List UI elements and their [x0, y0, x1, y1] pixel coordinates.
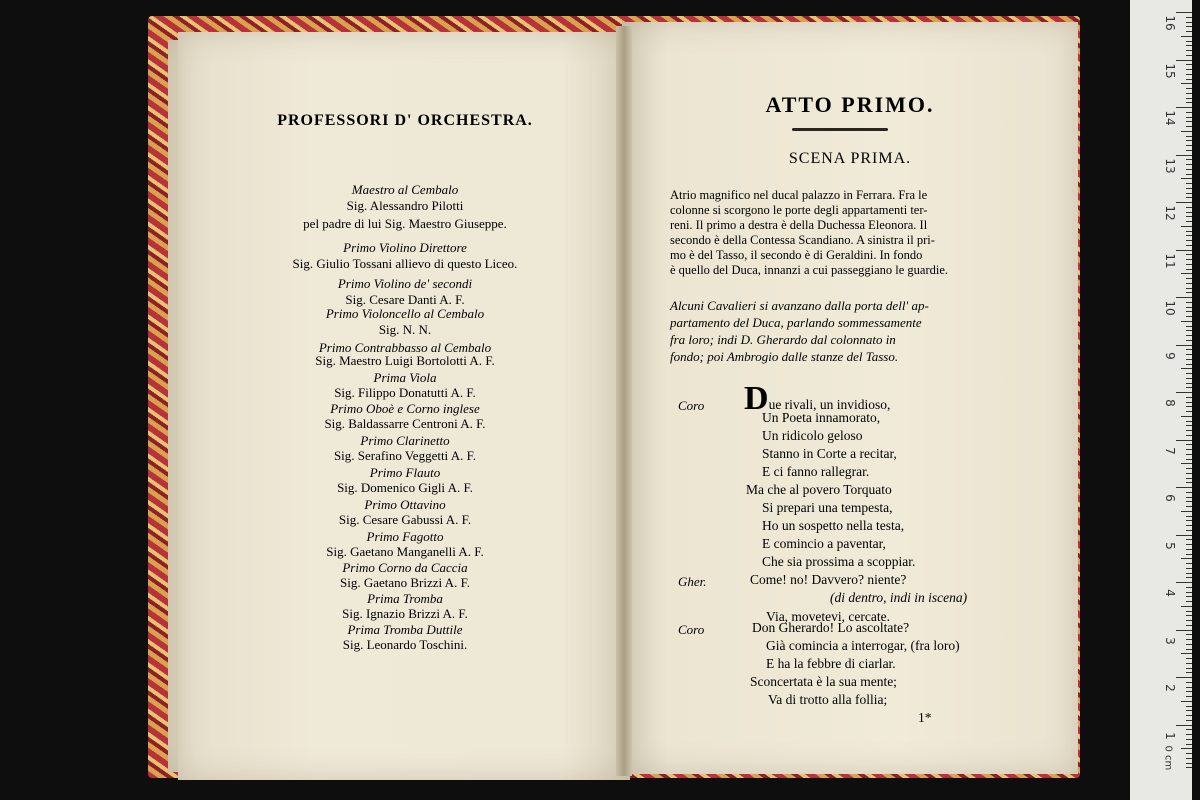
- ruler-minor-tick: [1186, 715, 1192, 716]
- role-label: Primo Flauto: [369, 465, 441, 480]
- ruler-minor-tick: [1186, 383, 1192, 384]
- ruler-tick: [1176, 677, 1192, 678]
- verse-text: ue rivali, un invidioso,: [768, 397, 891, 412]
- ruler-minor-tick: [1186, 22, 1192, 23]
- ruler-minor-tick: [1186, 269, 1192, 270]
- ruler-minor-tick: [1186, 710, 1192, 711]
- ruler-minor-tick: [1186, 525, 1192, 526]
- ruler-tick: [1176, 582, 1192, 583]
- ruler-minor-tick: [1181, 368, 1192, 369]
- speaker-label: Coro: [678, 622, 705, 637]
- verse-line: Un Poeta innamorato,: [762, 410, 881, 425]
- ruler-number: 15: [1163, 62, 1177, 79]
- ruler-minor-tick: [1186, 26, 1192, 27]
- ruler-minor-tick: [1186, 468, 1192, 469]
- ruler-minor-tick: [1186, 140, 1192, 141]
- ruler-minor-tick: [1186, 364, 1192, 365]
- stage-direction-line: fondo; poi Ambrogio dalle stanze del Tasso.: [670, 349, 899, 364]
- ruler-minor-tick: [1186, 530, 1192, 531]
- ruler-minor-tick: [1181, 131, 1192, 132]
- stage-direction-line: fra loro; indi D. Gherardo dal colonnato in: [670, 332, 896, 347]
- ruler-number: 1: [1163, 731, 1177, 740]
- ruler-minor-tick: [1186, 121, 1192, 122]
- ruler-minor-tick: [1186, 421, 1192, 422]
- member-name: Sig. Cesare Gabussi A. F.: [338, 512, 472, 527]
- ruler-minor-tick: [1186, 159, 1192, 160]
- page-signature: 1*: [918, 710, 932, 725]
- ruler-minor-tick: [1186, 150, 1192, 151]
- role-label: Prima Tromba: [367, 591, 443, 606]
- ruler-minor-tick: [1186, 411, 1192, 412]
- verse-line: E ci fanno rallegrar.: [762, 464, 870, 479]
- ruler-minor-tick: [1186, 88, 1192, 89]
- ruler-minor-tick: [1186, 672, 1192, 673]
- ruler-minor-tick: [1186, 482, 1192, 483]
- ruler-minor-tick: [1186, 706, 1192, 707]
- ruler-minor-tick: [1186, 302, 1192, 303]
- ruler-minor-tick: [1186, 596, 1192, 597]
- ruler-minor-tick: [1186, 174, 1192, 175]
- ruler-minor-tick: [1186, 188, 1192, 189]
- role-label: Primo Ottavino: [364, 497, 446, 512]
- verse-line: Via, movetevi, cercate.: [766, 609, 890, 624]
- ruler-minor-tick: [1186, 478, 1192, 479]
- stage-aside: (di dentro, indi in iscena): [830, 590, 968, 605]
- speaker-label: Coro: [678, 398, 705, 413]
- member-name: Sig. Domenico Gigli A. F.: [337, 480, 473, 495]
- ruler-minor-tick: [1181, 416, 1192, 417]
- ruler-minor-tick: [1186, 169, 1192, 170]
- ruler-minor-tick: [1186, 687, 1192, 688]
- ruler-minor-tick: [1186, 691, 1192, 692]
- verse-line: E comincio a paventar,: [762, 536, 886, 551]
- ruler-minor-tick: [1186, 197, 1192, 198]
- measuring-ruler: [1130, 0, 1192, 800]
- member-name: Sig. Giulio Tossani allievo di questo Liceo.: [292, 256, 518, 271]
- ruler-minor-tick: [1186, 459, 1192, 460]
- ruler-tick: [1176, 297, 1192, 298]
- ruler-tick: [1176, 535, 1192, 536]
- ruler-tick: [1176, 487, 1192, 488]
- ruler-minor-tick: [1186, 625, 1192, 626]
- ruler-minor-tick: [1186, 112, 1192, 113]
- ruler-minor-tick: [1181, 558, 1192, 559]
- ruler-number: 7: [1163, 446, 1177, 455]
- member-name: Sig. Leonardo Toschini.: [342, 637, 468, 652]
- ruler-number: 6: [1163, 494, 1177, 502]
- verse-line: Ho un sospetto nella testa,: [762, 518, 905, 533]
- scene-description-line: Atrio magnifico nel ducal palazzo in Ferrara. Fra le: [670, 188, 928, 202]
- ruler-minor-tick: [1181, 463, 1192, 464]
- ruler-minor-tick: [1186, 592, 1192, 593]
- ruler-tick: [1176, 725, 1192, 726]
- ornamental-rule: [792, 128, 888, 131]
- member-name: Sig. Baldassarre Centroni A. F.: [324, 416, 486, 431]
- ruler-minor-tick: [1181, 178, 1192, 179]
- ruler-minor-tick: [1186, 283, 1192, 284]
- ruler-number: 12: [1163, 205, 1177, 221]
- ruler-minor-tick: [1186, 497, 1192, 498]
- ruler-minor-tick: [1186, 587, 1192, 588]
- ruler-minor-tick: [1186, 668, 1192, 669]
- ruler-minor-tick: [1186, 45, 1192, 46]
- verse-line: Come! no! Davvero? niente?: [750, 572, 907, 587]
- ruler-minor-tick: [1186, 235, 1192, 236]
- ruler-unit: 0 cm: [1162, 745, 1174, 771]
- role-label: Primo Fagotto: [366, 529, 444, 544]
- ruler-minor-tick: [1181, 748, 1192, 749]
- ruler-minor-tick: [1186, 739, 1192, 740]
- ruler-minor-tick: [1186, 164, 1192, 165]
- role-label: Primo Corno da Caccia: [342, 560, 468, 575]
- ruler-minor-tick: [1186, 729, 1192, 730]
- ruler-minor-tick: [1186, 563, 1192, 564]
- ruler-minor-tick: [1186, 492, 1192, 493]
- ruler-minor-tick: [1186, 763, 1192, 764]
- ruler-minor-tick: [1186, 41, 1192, 42]
- ruler-tick: [1176, 12, 1192, 13]
- ruler-minor-tick: [1186, 435, 1192, 436]
- role-label: Primo Contrabbasso al Cembalo: [318, 340, 492, 355]
- ruler-minor-tick: [1186, 326, 1192, 327]
- ruler-minor-tick: [1186, 278, 1192, 279]
- ruler-tick: [1176, 60, 1192, 61]
- ruler-minor-tick: [1186, 601, 1192, 602]
- ruler-minor-tick: [1186, 259, 1192, 260]
- ruler-number: 10: [1163, 300, 1177, 316]
- ruler-minor-tick: [1186, 449, 1192, 450]
- ruler-minor-tick: [1186, 444, 1192, 445]
- drop-cap: D: [744, 380, 769, 417]
- ruler-minor-tick: [1186, 425, 1192, 426]
- ruler-number: 4: [1163, 589, 1177, 597]
- ruler-minor-tick: [1186, 231, 1192, 232]
- ruler-minor-tick: [1186, 74, 1192, 75]
- ruler-minor-tick: [1186, 340, 1192, 341]
- ruler-minor-tick: [1186, 397, 1192, 398]
- ruler-minor-tick: [1186, 31, 1192, 32]
- member-name: Sig. Alessandro Pilotti: [346, 198, 464, 213]
- ruler-minor-tick: [1186, 316, 1192, 317]
- ruler-number: 9: [1163, 351, 1177, 360]
- ruler-minor-tick: [1186, 207, 1192, 208]
- member-note: pel padre di lui Sig. Maestro Giuseppe.: [303, 216, 507, 231]
- role-label: Primo Clarinetto: [360, 433, 450, 448]
- ruler-minor-tick: [1186, 79, 1192, 80]
- ruler-minor-tick: [1186, 520, 1192, 521]
- ruler-minor-tick: [1186, 549, 1192, 550]
- verse-line: Ma che al povero Torquato: [746, 482, 892, 497]
- member-name: Sig. Filippo Donatutti A. F.: [334, 385, 476, 400]
- ruler-number: 13: [1163, 157, 1177, 174]
- ruler-number: 16: [1163, 15, 1177, 31]
- scene-description-line: mo è del Tasso, il secondo è di Geraldini. In fondo: [670, 248, 923, 262]
- verse-line: Sconcertata è la sua mente;: [750, 674, 897, 689]
- ruler-tick: [1176, 250, 1192, 251]
- ruler-minor-tick: [1186, 682, 1192, 683]
- ruler-minor-tick: [1186, 50, 1192, 51]
- role-label: Primo Violino de' secondi: [337, 276, 473, 291]
- ruler-minor-tick: [1186, 378, 1192, 379]
- ruler-minor-tick: [1186, 292, 1192, 293]
- ruler-minor-tick: [1181, 606, 1192, 607]
- ruler-minor-tick: [1186, 620, 1192, 621]
- ruler-minor-tick: [1186, 516, 1192, 517]
- ruler-tick: [1176, 155, 1192, 156]
- ruler-number: 11: [1163, 252, 1177, 269]
- ruler-minor-tick: [1186, 696, 1192, 697]
- ruler-minor-tick: [1186, 136, 1192, 137]
- ruler-minor-tick: [1186, 430, 1192, 431]
- ruler-minor-tick: [1186, 406, 1192, 407]
- verse-line: Un ridicolo geloso: [762, 428, 863, 443]
- ruler-minor-tick: [1186, 501, 1192, 502]
- ruler-minor-tick: [1186, 539, 1192, 540]
- ruler-minor-tick: [1186, 288, 1192, 289]
- ruler-number: 5: [1163, 541, 1177, 550]
- ruler-minor-tick: [1186, 221, 1192, 222]
- ruler-minor-tick: [1186, 577, 1192, 578]
- ruler-minor-tick: [1186, 349, 1192, 350]
- ruler-minor-tick: [1186, 55, 1192, 56]
- ruler-minor-tick: [1186, 554, 1192, 555]
- ruler-minor-tick: [1181, 36, 1192, 37]
- ruler-number: 2: [1163, 684, 1177, 692]
- orchestra-heading: PROFESSORI D' ORCHESTRA.: [277, 112, 533, 129]
- ruler-minor-tick: [1186, 758, 1192, 759]
- scene-title: SCENA PRIMA.: [788, 150, 912, 167]
- ruler-minor-tick: [1186, 658, 1192, 659]
- ruler-minor-tick: [1181, 273, 1192, 274]
- role-label: Primo Violino Direttore: [343, 240, 467, 255]
- ruler-minor-tick: [1186, 93, 1192, 94]
- role-label: Primo Oboè e Corno inglese: [330, 401, 480, 416]
- verse-line: Don Gherardo! Lo ascoltate?: [752, 620, 910, 635]
- ruler-tick: [1176, 107, 1192, 108]
- ruler-tick: [1176, 345, 1192, 346]
- member-name: Sig. Cesare Danti A. F.: [345, 292, 465, 307]
- ruler-minor-tick: [1186, 663, 1192, 664]
- role-label: Prima Tromba Duttile: [347, 622, 463, 637]
- ruler-minor-tick: [1186, 373, 1192, 374]
- scene-description-line: è quello del Duca, innanzi a cui passeggiano le guardie.: [670, 263, 949, 277]
- ruler-minor-tick: [1186, 264, 1192, 265]
- verse-line: Stanno in Corte a recitar,: [762, 446, 897, 461]
- member-name: Sig. Ignazio Brizzi A. F.: [342, 606, 468, 621]
- ruler-minor-tick: [1186, 69, 1192, 70]
- ruler-tick: [1176, 630, 1192, 631]
- scene-description-line: secondo è della Contessa Scandiano. A sinistra il pri-: [670, 233, 935, 247]
- ruler-minor-tick: [1186, 330, 1192, 331]
- member-name: Sig. Gaetano Manganelli A. F.: [326, 544, 484, 559]
- ruler-minor-tick: [1186, 473, 1192, 474]
- ruler-minor-tick: [1186, 644, 1192, 645]
- ruler-minor-tick: [1186, 212, 1192, 213]
- ruler-number: 3: [1163, 636, 1177, 645]
- ruler-minor-tick: [1186, 744, 1192, 745]
- ruler-minor-tick: [1181, 653, 1192, 654]
- ruler-minor-tick: [1186, 720, 1192, 721]
- ruler-tick: [1176, 392, 1192, 393]
- ruler-minor-tick: [1181, 701, 1192, 702]
- ruler-minor-tick: [1186, 573, 1192, 574]
- member-name: Sig. Maestro Luigi Bortolotti A. F.: [315, 353, 495, 368]
- ruler-minor-tick: [1186, 216, 1192, 217]
- ruler-minor-tick: [1186, 359, 1192, 360]
- ruler-tick: [1176, 202, 1192, 203]
- ruler-minor-tick: [1186, 354, 1192, 355]
- ruler-minor-tick: [1186, 117, 1192, 118]
- ruler-minor-tick: [1186, 753, 1192, 754]
- ruler-minor-tick: [1186, 402, 1192, 403]
- ruler-minor-tick: [1186, 193, 1192, 194]
- scene-description-line: reni. Il primo a destra è della Duchessa Eleonora. Il: [670, 218, 928, 232]
- member-name: Sig. Serafino Veggetti A. F.: [333, 448, 477, 463]
- role-label: Primo Violoncello al Cembalo: [325, 306, 485, 321]
- ruler-minor-tick: [1186, 98, 1192, 99]
- ruler-minor-tick: [1186, 611, 1192, 612]
- ruler-minor-tick: [1186, 649, 1192, 650]
- speaker-label: Gher.: [678, 574, 707, 589]
- ruler-minor-tick: [1186, 145, 1192, 146]
- ruler-number: 14: [1163, 110, 1177, 126]
- verse-line: Si prepari una tempesta,: [762, 500, 893, 515]
- ruler-minor-tick: [1181, 226, 1192, 227]
- ruler-minor-tick: [1186, 254, 1192, 255]
- ruler-minor-tick: [1186, 17, 1192, 18]
- ruler-minor-tick: [1186, 634, 1192, 635]
- scene-description-line: colonne si scorgono le porte degli appartamenti ter-: [670, 203, 928, 217]
- stage-direction-line: partamento del Duca, parlando sommessamente: [670, 315, 922, 330]
- role-label: Prima Viola: [373, 370, 437, 385]
- ruler-minor-tick: [1186, 506, 1192, 507]
- ruler-minor-tick: [1186, 102, 1192, 103]
- ruler-minor-tick: [1186, 615, 1192, 616]
- ruler-tick: [1176, 440, 1192, 441]
- verse-line: Già comincia a interrogar, (fra loro): [766, 638, 960, 653]
- verse-line: Va di trotto alla follia;: [768, 692, 888, 707]
- ruler-minor-tick: [1186, 568, 1192, 569]
- ruler-minor-tick: [1186, 311, 1192, 312]
- ruler-minor-tick: [1186, 767, 1192, 768]
- ruler-number: 8: [1163, 399, 1177, 407]
- ruler-minor-tick: [1186, 639, 1192, 640]
- verse-line: E ha la febbre di ciarlar.: [766, 656, 896, 671]
- ruler-minor-tick: [1181, 83, 1192, 84]
- ruler-minor-tick: [1186, 64, 1192, 65]
- ruler-minor-tick: [1181, 321, 1192, 322]
- ruler-minor-tick: [1181, 511, 1192, 512]
- role-label: Maestro al Cembalo: [351, 182, 459, 197]
- ruler-minor-tick: [1186, 335, 1192, 336]
- ruler-minor-tick: [1186, 240, 1192, 241]
- ruler-minor-tick: [1186, 454, 1192, 455]
- ruler-minor-tick: [1186, 307, 1192, 308]
- ruler-minor-tick: [1186, 183, 1192, 184]
- stage-direction-line: Alcuni Cavalieri si avanzano dalla porta dell' ap-: [670, 298, 929, 313]
- member-name: Sig. Gaetano Brizzi A. F.: [339, 575, 471, 590]
- ruler-minor-tick: [1186, 544, 1192, 545]
- ruler-minor-tick: [1186, 245, 1192, 246]
- verse-line: Che sia prossima a scoppiar.: [762, 554, 916, 569]
- ruler-minor-tick: [1186, 387, 1192, 388]
- act-title: ATTO PRIMO.: [765, 92, 935, 117]
- ruler-minor-tick: [1186, 126, 1192, 127]
- member-name: Sig. N. N.: [378, 322, 432, 337]
- ruler-minor-tick: [1186, 734, 1192, 735]
